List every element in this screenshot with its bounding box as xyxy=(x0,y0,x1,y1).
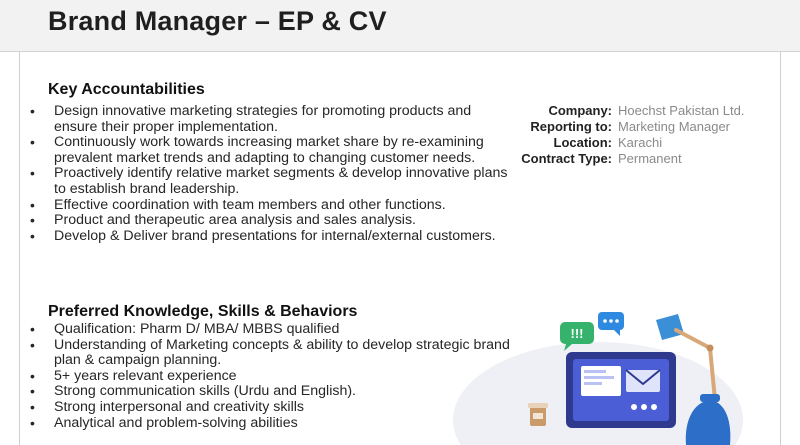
skills-list xyxy=(30,322,510,431)
list-item: • Analytical and problem-solving abilities xyxy=(30,416,510,432)
list-item: • Strong communication skills (Urdu and English). xyxy=(30,384,510,400)
list-item: • Continuously work towards increasing market share by re-examining prevalent market trends and adapting to changing customer needs. xyxy=(30,135,510,166)
location-label: Location: xyxy=(553,134,612,150)
list-item: • Develop & Deliver brand presentations for internal/external customers. xyxy=(30,229,510,245)
list-item: • Proactively identify relative market segments & develop innovative plans to establish brand leadership. xyxy=(30,166,510,197)
reporting-to-label: Reporting to: xyxy=(530,118,612,134)
company-value: Hoechst Pakistan Ltd. xyxy=(618,102,745,118)
list-item: • Strong interpersonal and creativity skills xyxy=(30,400,510,416)
list-item: • Design innovative marketing strategies for promoting products and ensure their proper implementation. xyxy=(30,104,510,135)
list-item: • Product and therapeutic area analysis and sales analysis. xyxy=(30,213,510,229)
contract-type-value: Permanent xyxy=(618,150,682,166)
list-item: • Qualification: Pharm D/ MBA/ MBBS qualified xyxy=(30,322,510,338)
header-bar xyxy=(0,0,800,52)
preferred-skills-heading: Preferred Knowledge, Skills & Behaviors xyxy=(48,303,358,320)
list-item: • Understanding of Marketing concepts & ability to develop strategic brand plan & campaign planning. xyxy=(30,338,510,369)
workspace-illustration xyxy=(448,300,748,445)
list-item: • Effective coordination with team members and other functions. xyxy=(30,198,510,214)
frame-divider-left xyxy=(19,52,20,445)
accountabilities-list xyxy=(30,104,510,244)
location-value: Karachi xyxy=(618,134,663,150)
contract-type-label: Contract Type: xyxy=(521,150,612,166)
location-row xyxy=(510,134,744,150)
company-label: Company: xyxy=(548,102,612,118)
job-info-table xyxy=(510,102,744,166)
page-title: Brand Manager – EP & CV xyxy=(48,6,387,36)
reporting-to-value: Marketing Manager xyxy=(618,118,730,134)
contract-type-row xyxy=(510,150,744,166)
chat-bubble-icon xyxy=(598,312,624,336)
reporting-to-row xyxy=(510,118,744,134)
key-accountabilities-heading: Key Accountabilities xyxy=(48,81,205,98)
list-item: • 5+ years relevant experience xyxy=(30,369,510,385)
speech-bubble-text: !!! xyxy=(570,326,584,341)
coffee-cup-icon xyxy=(528,403,548,426)
company-row xyxy=(510,102,744,118)
frame-divider-right xyxy=(780,52,781,445)
monitor-icon xyxy=(566,352,676,428)
